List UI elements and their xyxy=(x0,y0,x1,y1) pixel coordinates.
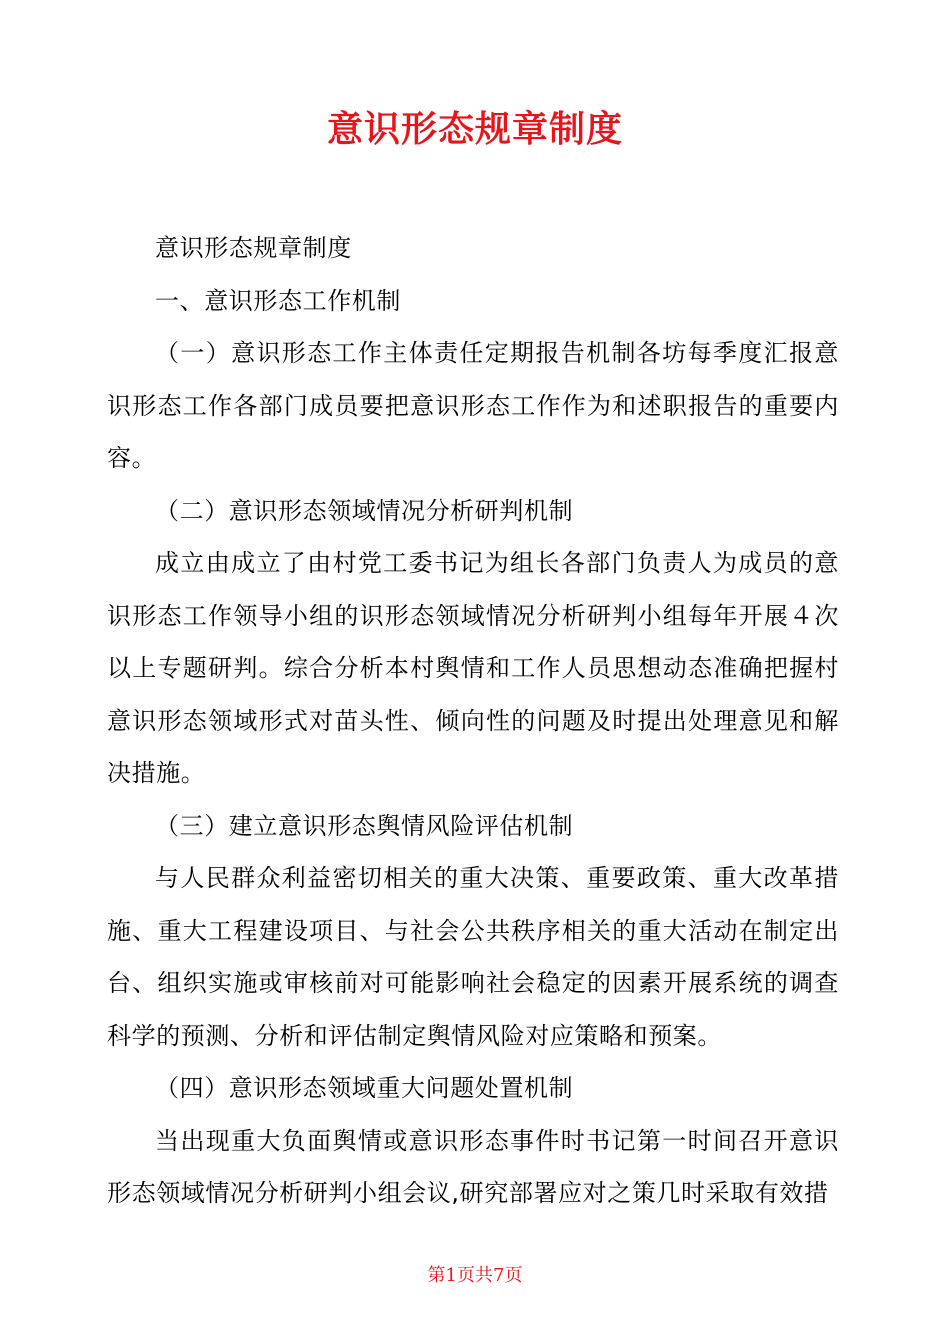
subsection-heading: （四）意识形态领域重大问题处置机制 xyxy=(155,1074,574,1102)
page-footer: 第1页共7页 xyxy=(427,1265,523,1286)
paragraph: （一）意识形态工作主体责任定期报告机制各坊每季度汇报意识形态工作各部门成员要把意识形态工作作为和述职报告的重要内容。 xyxy=(107,339,839,472)
paragraph-heading: 意识形态规章制度 xyxy=(155,234,352,262)
document-body xyxy=(107,222,839,1220)
paragraph: 当出现重大负面舆情或意识形态事件时书记第一时间召开意识形态领域情况分析研判小组会议,研究部署应对之策几时采取有效措 xyxy=(107,1126,839,1207)
subsection-heading: （三）建立意识形态舆情风险评估机制 xyxy=(155,811,574,840)
section-heading: 一、意识形态工作机制 xyxy=(155,286,401,315)
document-title: 意识形态规章制度 xyxy=(326,109,623,150)
paragraph: 成立由成立了由村党工委书记为组长各部门负责人为成员的意识形态工作领导小组的识形态领域情况分析研判小组每年开展４次以上专题研判。综合分析本村舆情和工作人员思想动态准确把握村意识形态领域形式对苗头性、倾向性的问题及时提出处理意见和解决措施。 xyxy=(107,549,839,787)
subsection-heading: （二）意识形态领域情况分析研判机制 xyxy=(155,496,574,525)
paragraph: 与人民群众利益密切相关的重大决策、重要政策、重大改革措施、重大工程建设项目、与社会公共秩序相关的重大活动在制定出台、组织实施或审核前对可能影响社会稳定的因素开展系统的调查科学的预测、分析和评估制定舆情风险对应策略和预案。 xyxy=(107,864,839,1050)
